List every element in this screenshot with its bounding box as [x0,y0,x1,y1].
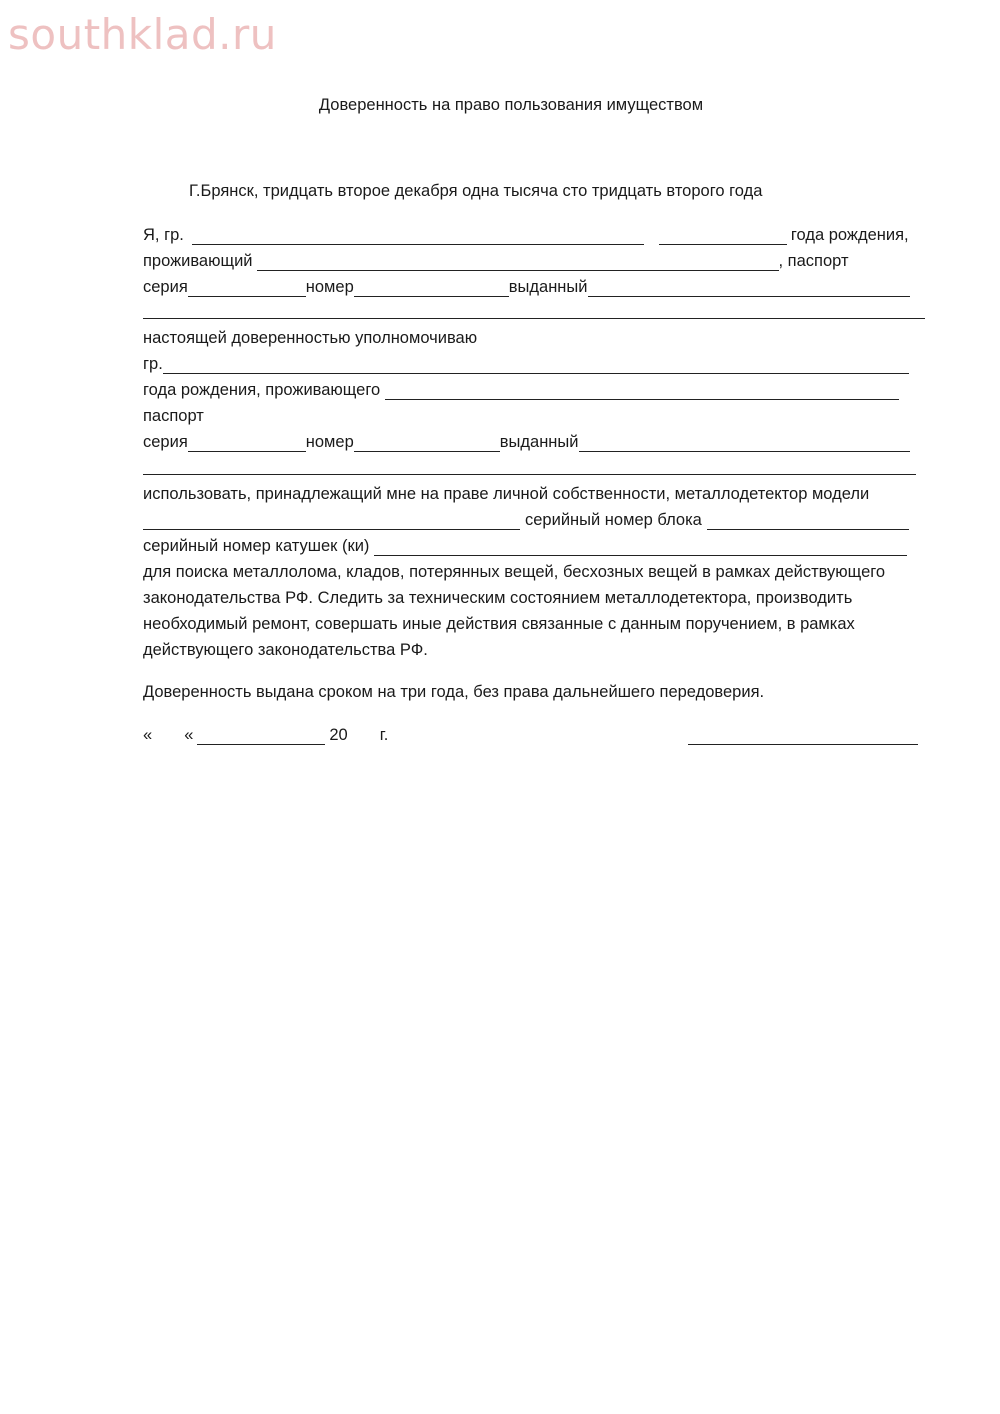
use-text: использовать, принадлежащий мне на праве личной собственности, металлодетектор модели [143,485,870,503]
principal-issued-blank[interactable] [588,281,910,297]
principal-number-label: номер [305,278,354,296]
attorney-passport-label-line [143,406,204,426]
attorney-address-blank[interactable] [385,384,899,400]
principal-number-blank[interactable] [354,281,509,297]
quote-open: « [143,726,153,744]
serial-block-blank[interactable] [707,514,909,530]
principal-issued-continuation-blank[interactable] [143,318,925,319]
term-paragraph: Доверенность выдана сроком на три года, без права дальнейшего передоверия. [143,683,765,701]
attorney-passport-line [143,432,910,452]
attorney-name-line [143,354,909,374]
serial-coils-blank[interactable] [374,540,907,556]
principal-birth-year-blank[interactable] [659,229,787,245]
attorney-citizen-label: гр. [143,355,163,373]
date-line [143,725,388,745]
attorney-issued-continuation-blank[interactable] [143,474,916,475]
attorney-issued-blank[interactable] [579,436,910,452]
principal-address-blank[interactable] [257,255,779,271]
principal-name-line [143,225,909,245]
coil-serial-line [143,536,907,556]
principal-citizen-label: Я, гр. [143,226,184,244]
attorney-issued-label: выданный [499,433,579,451]
attorney-residence-line [143,380,899,400]
attorney-birth-residing-label: года рождения, проживающего [143,381,381,399]
use-line [143,484,869,504]
principal-residence-line [143,251,849,271]
serial-block-label: серийный номер блока [525,511,702,529]
model-serial-line [143,510,909,530]
principal-series-label: серия [143,278,188,296]
principal-series-blank[interactable] [188,281,306,297]
principal-name-blank[interactable] [192,229,644,245]
watermark: southklad.ru [8,10,277,59]
detector-model-blank[interactable] [143,514,520,530]
year-suffix: г. [379,726,389,744]
attorney-number-label: номер [305,433,354,451]
signature-blank[interactable] [688,744,918,745]
principal-passport-label: , паспорт [778,252,849,270]
principal-issued-label: выданный [508,278,588,296]
principal-residing-label: проживающий [143,252,253,270]
principal-passport-line [143,277,910,297]
attorney-name-blank[interactable] [163,358,909,374]
attorney-number-blank[interactable] [354,436,500,452]
attorney-series-label: серия [143,433,188,451]
attorney-passport-label: паспорт [143,407,204,425]
authorize-line [143,328,477,348]
date-blank[interactable] [197,729,325,745]
attorney-series-blank[interactable] [188,436,306,452]
place-date-line: Г.Брянск, тридцать второе декабря одна тысяча сто тридцать второго года [189,182,763,200]
authorize-text: настоящей доверенностью уполномочиваю [143,329,478,347]
principal-birth-label: года рождения, [790,226,909,244]
quote-close: « [184,726,194,744]
serial-coils-label: серийный номер катушек (ки) [143,537,370,555]
document-title: Доверенность на право пользования имуществом [318,96,704,114]
purpose-paragraph: для поиска металлолома, кладов, потерянных вещей, бесхозных вещей в рамках действующего законодательства РФ. Следить за техническим состоянием металлодетектора, производить необходимый ремонт, совершать иные действия связанные с данным поручением, в рамках действующего законодательства РФ. [143,563,886,659]
year-prefix: 20 [329,726,348,744]
